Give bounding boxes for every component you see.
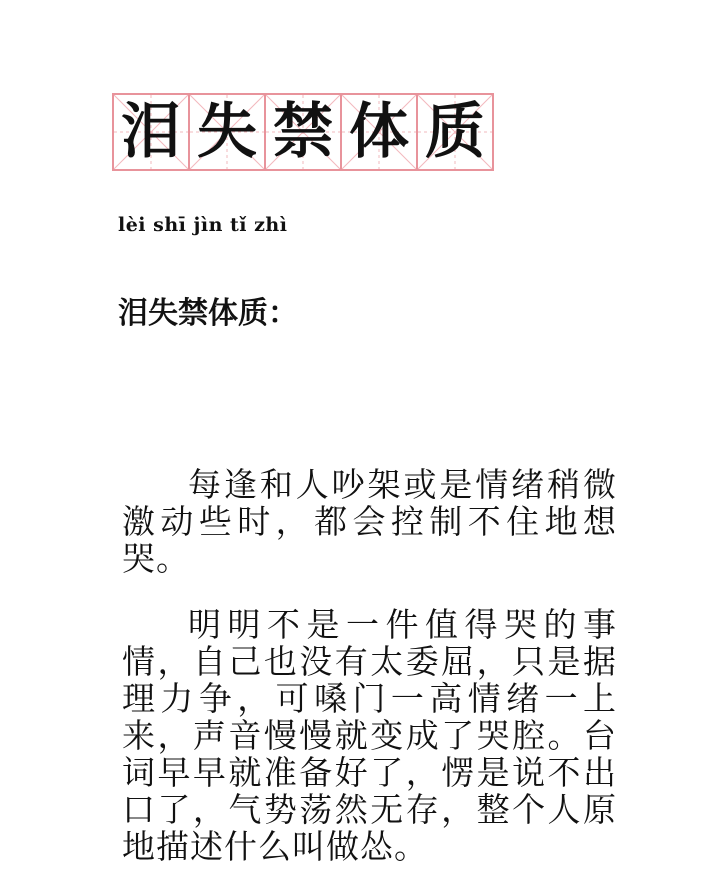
title-pinyin: lèi shī jìn tǐ zhì — [118, 214, 288, 236]
section-heading: 泪失禁体质： — [118, 296, 298, 331]
body-paragraph: 明明不是一件值得哭的事情，自己也没有太委屈，只是据理力争，可嗓门一高情绪一上来，声音慢慢就变成了哭腔。台词早早就准备好了，愣是说不出口了，气势荡然无存，整个人原地描述什么叫做怂。 — [122, 605, 617, 866]
title-grid — [112, 93, 492, 171]
title-char: 体 — [349, 97, 409, 167]
body-paragraph: 每逢和人吵架或是情绪稍微激动些时，都会控制不住地想哭。 — [122, 465, 617, 578]
title-cell — [264, 93, 342, 171]
title-char: 泪 — [121, 97, 181, 167]
title-char: 失 — [197, 97, 257, 167]
title-cell — [188, 93, 266, 171]
title-cell — [112, 93, 190, 171]
title-cell — [340, 93, 418, 171]
title-char: 禁 — [273, 97, 333, 167]
title-char: 质 — [425, 97, 485, 167]
title-cell — [416, 93, 494, 171]
